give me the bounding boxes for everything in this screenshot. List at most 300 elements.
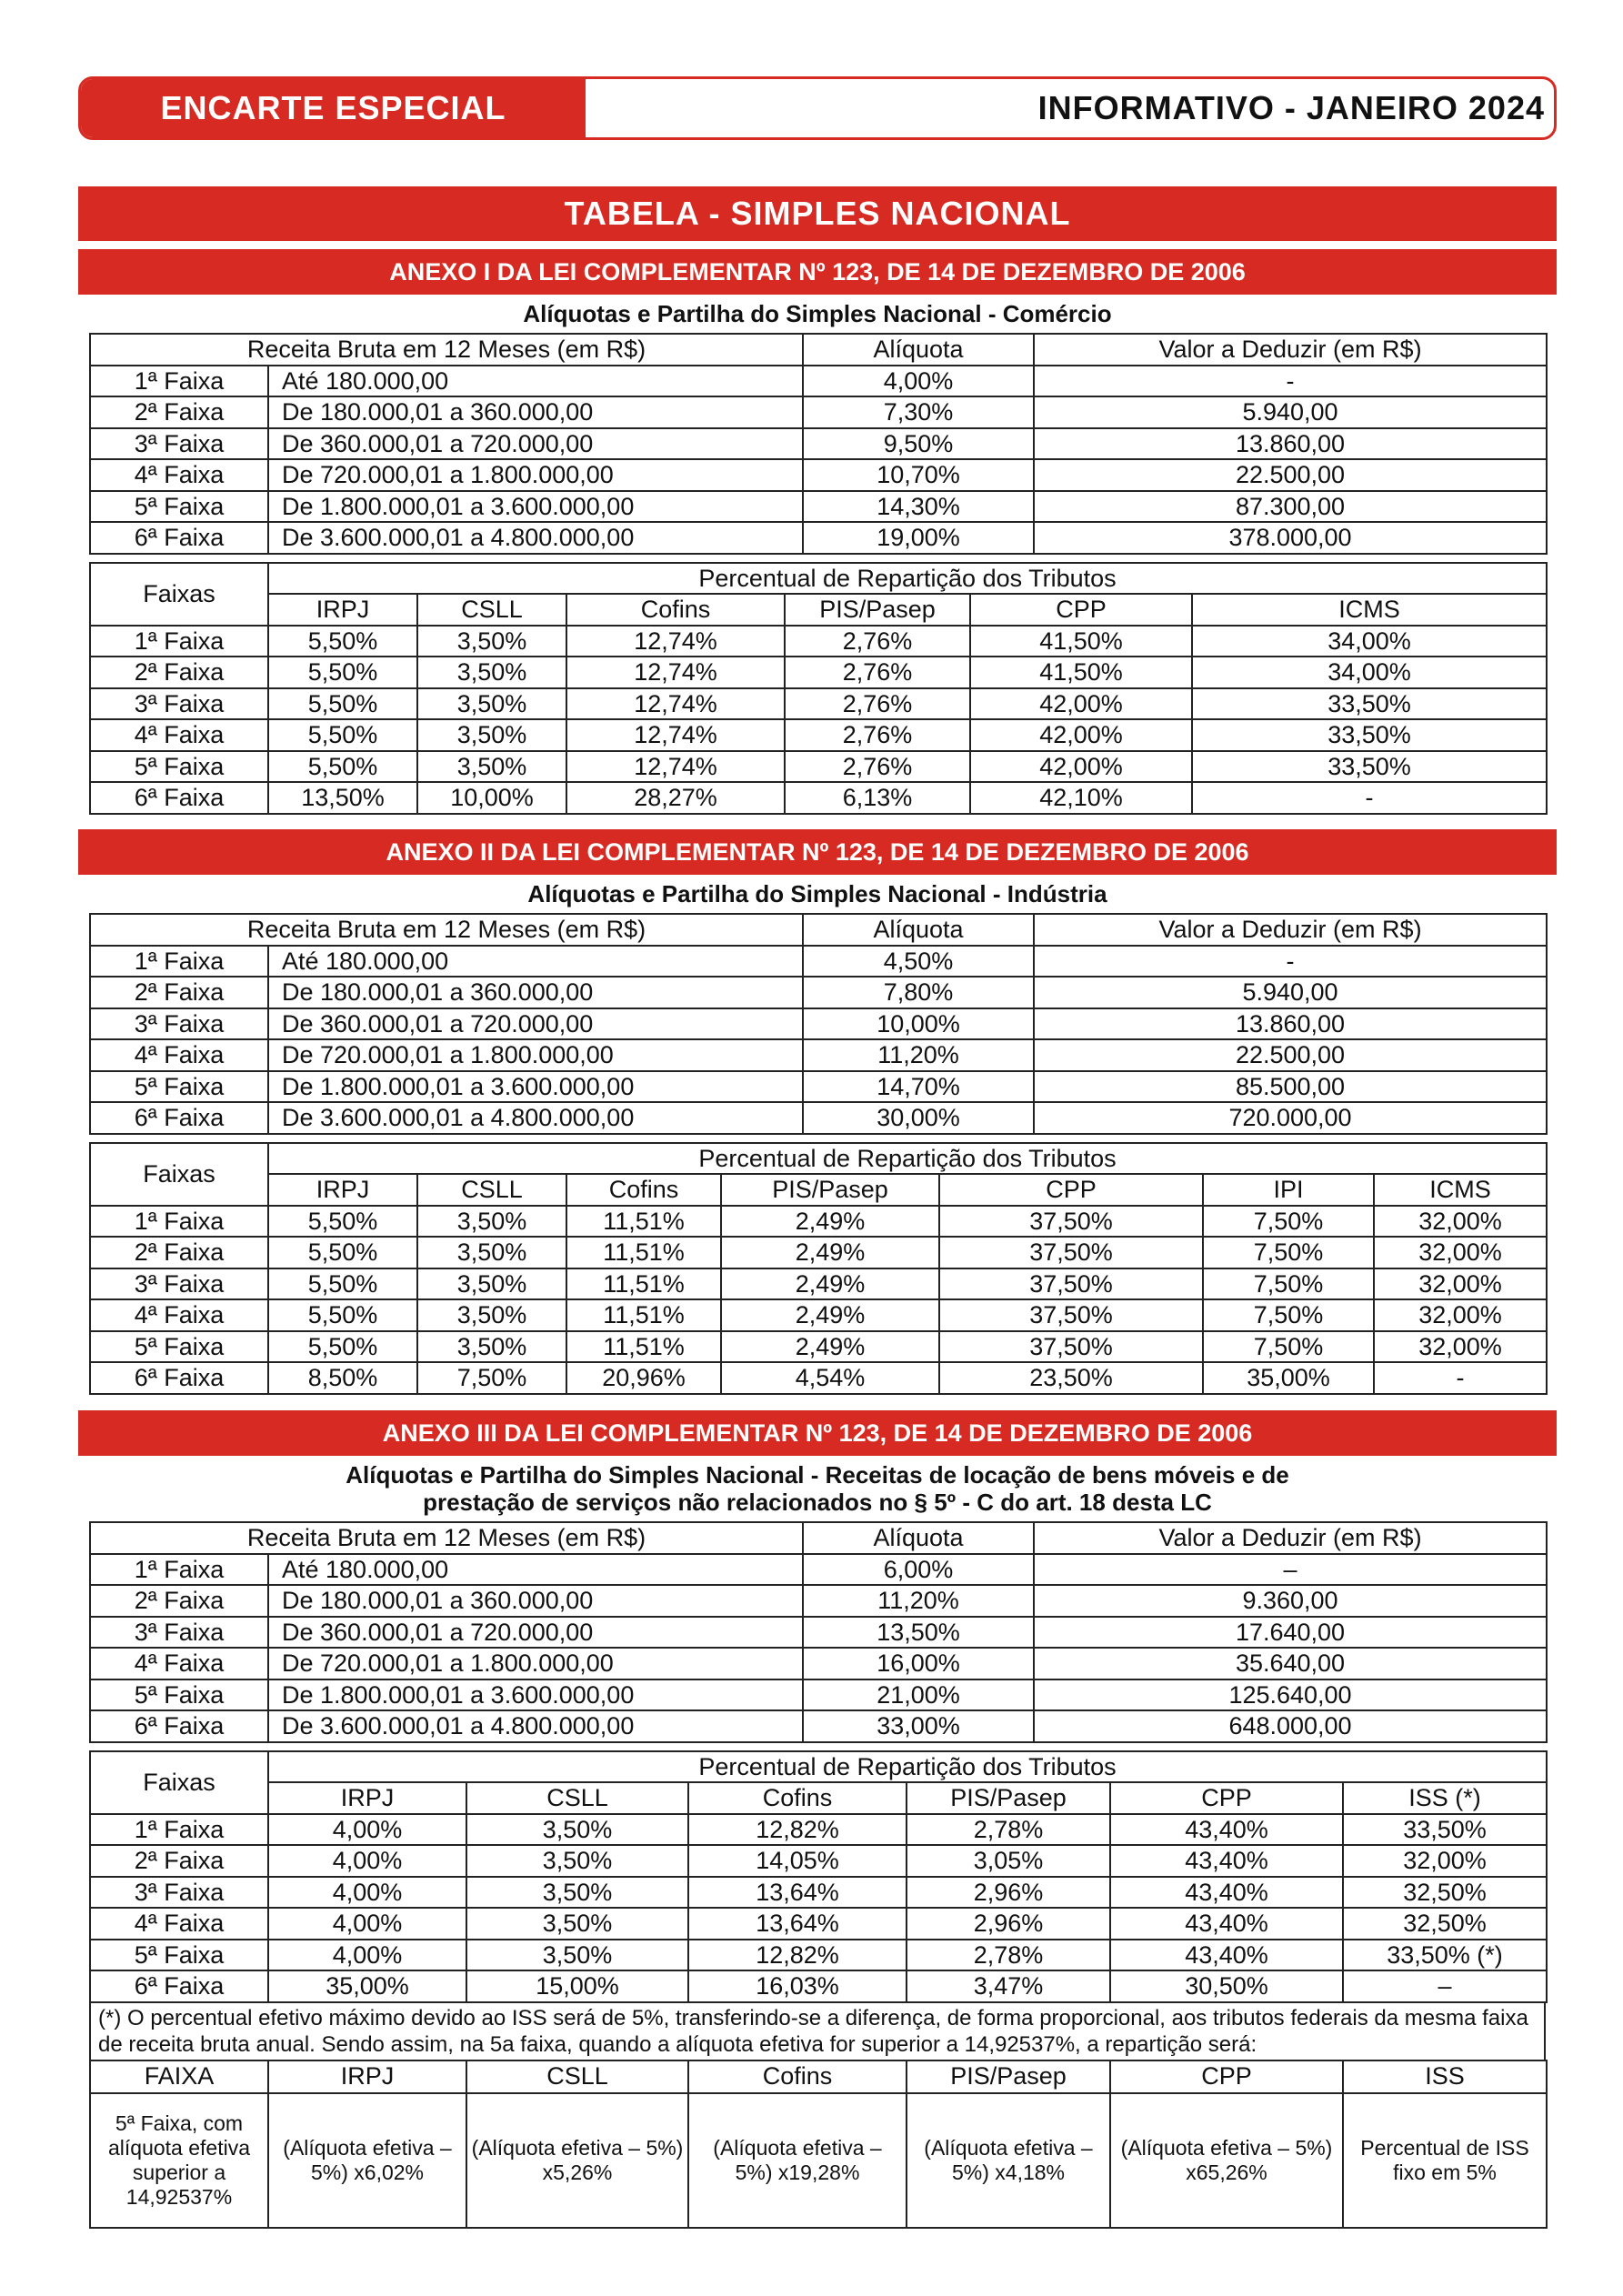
- table-row: [90, 1554, 1547, 1586]
- annex2-subtitle: Alíquotas e Partilha do Simples Nacional - Indústria: [527, 880, 1107, 907]
- partition-title: Percentual de Repartição dos Tributos: [268, 1143, 1547, 1175]
- deduction-column-header: Valor a Deduzir (em R$): [1034, 334, 1547, 366]
- annex3-rate-table: [89, 1521, 1548, 1743]
- tax-percent: 3,50%: [417, 719, 566, 751]
- final-column-header: CSLL: [466, 2060, 688, 2093]
- tax-percent: -: [1192, 782, 1547, 814]
- tax-percent: 2,78%: [907, 1940, 1110, 1971]
- faixa-label: 3ª Faixa: [90, 428, 268, 460]
- tax-percent: 33,50%: [1192, 688, 1547, 720]
- table-row: [90, 1908, 1547, 1940]
- deduction-value: -: [1034, 946, 1547, 978]
- tax-percent: 4,00%: [268, 1908, 466, 1940]
- tax-percent: 7,50%: [1203, 1268, 1374, 1300]
- tax-percent: 12,74%: [566, 719, 785, 751]
- revenue-range: De 3.600.000,01 a 4.800.000,00: [268, 522, 803, 554]
- tax-percent: 10,00%: [417, 782, 566, 814]
- tax-percent: 12,74%: [566, 657, 785, 688]
- rate-header-row: [90, 914, 1547, 946]
- tax-percent: 33,50%: [1192, 719, 1547, 751]
- partition-header-row: [90, 563, 1547, 595]
- rate-value: 14,70%: [803, 1071, 1034, 1103]
- faixa-label: 6ª Faixa: [90, 1970, 268, 2002]
- deduction-column-header: Valor a Deduzir (em R$): [1034, 914, 1547, 946]
- tax-percent: 8,50%: [268, 1362, 417, 1394]
- deduction-value: 125.640,00: [1034, 1679, 1547, 1711]
- faixa-label: 2ª Faixa: [90, 1585, 268, 1617]
- tax-percent: 5,50%: [268, 657, 417, 688]
- revenue-range: De 1.800.000,01 a 3.600.000,00: [268, 1679, 803, 1711]
- faixa-label: 2ª Faixa: [90, 1845, 268, 1877]
- faixa-label: 4ª Faixa: [90, 1648, 268, 1679]
- rate-value: 9,50%: [803, 428, 1034, 460]
- tax-percent: 5,50%: [268, 626, 417, 657]
- annex3-footnote: (*) O percentual efetivo máximo devido ao ISS será de 5%, transferindo-se a diferença, de forma proporcional, aos tributos federais da mesma faixa de receita bruta anual. Sendo assim, na 5a faixa, quando a alíquota efetiva for superior a 14,92537%, a repartição será:: [89, 2003, 1546, 2060]
- partition-formula: (Alíquota efetiva – 5%) x6,02%: [268, 2093, 466, 2228]
- tax-column-header: IRPJ: [268, 594, 417, 626]
- revenue-range: Até 180.000,00: [268, 946, 803, 978]
- table-row: [90, 1237, 1547, 1268]
- tax-percent: 2,96%: [907, 1908, 1110, 1940]
- table-row: [90, 428, 1547, 460]
- faixa-label: 6ª Faixa: [90, 522, 268, 554]
- faixa-label: 5ª Faixa: [90, 1071, 268, 1103]
- tax-column-header: Cofins: [566, 1174, 721, 1206]
- table-row: [90, 522, 1547, 554]
- deduction-value: 9.360,00: [1034, 1585, 1547, 1617]
- partition-formula: (Alíquota efetiva – 5%) x5,26%: [466, 2093, 688, 2228]
- tax-percent: 43,40%: [1110, 1814, 1343, 1846]
- table-row: [90, 751, 1547, 783]
- annex3-subtitle-line1: Alíquotas e Partilha do Simples Nacional - Receitas de locação de bens móveis e de: [346, 1461, 1289, 1489]
- tax-percent: 3,50%: [417, 657, 566, 688]
- table-row: [90, 1331, 1547, 1363]
- tax-column-header: IRPJ: [268, 1174, 417, 1206]
- revenue-range: De 360.000,01 a 720.000,00: [268, 428, 803, 460]
- rate-value: 4,00%: [803, 366, 1034, 397]
- tax-percent: 32,00%: [1374, 1237, 1547, 1268]
- table-row: [90, 459, 1547, 491]
- faixa-label: 4ª Faixa: [90, 1299, 268, 1331]
- tax-percent: 4,00%: [268, 1845, 466, 1877]
- tax-column-header: PIS/Pasep: [721, 1174, 939, 1206]
- table-row: [90, 782, 1547, 814]
- faixa-label: 5ª Faixa: [90, 1331, 268, 1363]
- faixa-label: 3ª Faixa: [90, 1877, 268, 1909]
- revenue-range: De 180.000,01 a 360.000,00: [268, 977, 803, 1008]
- faixa-label: 3ª Faixa: [90, 1617, 268, 1649]
- tax-column-header: ISS (*): [1343, 1782, 1547, 1814]
- tax-percent: -: [1374, 1362, 1547, 1394]
- faixa-label: 4ª Faixa: [90, 1908, 268, 1940]
- header-bar: [78, 76, 1557, 140]
- partition-formula: Percentual de ISS fixo em 5%: [1343, 2093, 1547, 2228]
- tax-percent: 20,96%: [566, 1362, 721, 1394]
- tax-percent: 11,51%: [566, 1268, 721, 1300]
- deduction-value: 87.300,00: [1034, 491, 1547, 523]
- rate-value: 7,80%: [803, 977, 1034, 1008]
- annex1-subtitle: Alíquotas e Partilha do Simples Nacional - Comércio: [523, 300, 1112, 327]
- tax-percent: 37,50%: [939, 1268, 1203, 1300]
- revenue-range: De 360.000,01 a 720.000,00: [268, 1008, 803, 1040]
- tax-percent: 2,76%: [785, 719, 970, 751]
- table-row: [90, 366, 1547, 397]
- faixa-label: 1ª Faixa: [90, 1554, 268, 1586]
- tax-percent: 7,50%: [1203, 1299, 1374, 1331]
- faixa-label: 1ª Faixa: [90, 626, 268, 657]
- tax-percent: 34,00%: [1192, 657, 1547, 688]
- revenue-range: De 360.000,01 a 720.000,00: [268, 1617, 803, 1649]
- final-row: [90, 2093, 1547, 2228]
- tax-percent: 5,50%: [268, 1299, 417, 1331]
- final-header-row: [90, 2060, 1547, 2093]
- tax-percent: 15,00%: [466, 1970, 688, 2002]
- tax-percent: 5,50%: [268, 719, 417, 751]
- tax-percent: 32,50%: [1343, 1908, 1547, 1940]
- tax-percent: 3,50%: [466, 1908, 688, 1940]
- tax-column-header: ICMS: [1192, 594, 1547, 626]
- tax-percent: 32,00%: [1374, 1268, 1547, 1300]
- rate-column-header: Alíquota: [803, 914, 1034, 946]
- tax-percent: 5,50%: [268, 1206, 417, 1238]
- rate-header-row: [90, 1522, 1547, 1554]
- tax-percent: 5,50%: [268, 688, 417, 720]
- rate-value: 14,30%: [803, 491, 1034, 523]
- tax-percent: 3,05%: [907, 1845, 1110, 1877]
- partition-header-row: [90, 1143, 1547, 1175]
- faixa-label: 5ª Faixa: [90, 751, 268, 783]
- tax-percent: 3,50%: [466, 1940, 688, 1971]
- tax-percent: 43,40%: [1110, 1940, 1343, 1971]
- final-column-header: CPP: [1110, 2060, 1343, 2093]
- tax-percent: 7,50%: [417, 1362, 566, 1394]
- tax-percent: 4,00%: [268, 1940, 466, 1971]
- tax-percent: 14,05%: [688, 1845, 907, 1877]
- faixa-label: 1ª Faixa: [90, 946, 268, 978]
- faixa-label: 6ª Faixa: [90, 1102, 268, 1134]
- rate-value: 11,20%: [803, 1039, 1034, 1071]
- faixa-label: 5ª Faixa: [90, 491, 268, 523]
- tax-percent: 11,51%: [566, 1299, 721, 1331]
- faixa-label: 3ª Faixa: [90, 688, 268, 720]
- deduction-value: 648.000,00: [1034, 1710, 1547, 1742]
- tax-percent: 2,49%: [721, 1206, 939, 1238]
- rate-value: 19,00%: [803, 522, 1034, 554]
- tax-column-header: CSLL: [417, 1174, 566, 1206]
- rate-value: 30,00%: [803, 1102, 1034, 1134]
- table-row: [90, 1268, 1547, 1300]
- tax-percent: 7,50%: [1203, 1237, 1374, 1268]
- deduction-value: 22.500,00: [1034, 1039, 1547, 1071]
- final-column-header: FAIXA: [90, 2060, 268, 2093]
- tax-percent: 2,49%: [721, 1299, 939, 1331]
- tax-percent: 5,50%: [268, 1331, 417, 1363]
- partition-formula: (Alíquota efetiva – 5%) x19,28%: [688, 2093, 907, 2228]
- annex1-section: [78, 249, 1557, 815]
- tax-percent: 32,00%: [1374, 1206, 1547, 1238]
- tax-percent: 4,00%: [268, 1814, 466, 1846]
- tax-percent: 2,78%: [907, 1814, 1110, 1846]
- annex2-section: [78, 829, 1557, 1395]
- rate-header-row: [90, 334, 1547, 366]
- tax-percent: 11,51%: [566, 1237, 721, 1268]
- tax-percent: 4,54%: [721, 1362, 939, 1394]
- tax-percent: 12,74%: [566, 751, 785, 783]
- tax-percent: 13,64%: [688, 1908, 907, 1940]
- deduction-value: –: [1034, 1554, 1547, 1586]
- faixa-label: 2ª Faixa: [90, 396, 268, 428]
- tax-percent: 2,49%: [721, 1331, 939, 1363]
- tax-percent: 35,00%: [1203, 1362, 1374, 1394]
- revenue-range: Até 180.000,00: [268, 366, 803, 397]
- faixa-label: 6ª Faixa: [90, 1362, 268, 1394]
- table-row: [90, 719, 1547, 751]
- annex3-title: ANEXO III DA LEI COMPLEMENTAR Nº 123, DE 14 DE DEZEMBRO DE 2006: [78, 1410, 1557, 1456]
- tax-percent: 3,50%: [417, 1206, 566, 1238]
- revenue-range: De 3.600.000,01 a 4.800.000,00: [268, 1102, 803, 1134]
- annex3-section: [78, 1410, 1557, 2229]
- tax-percent: 7,50%: [1203, 1331, 1374, 1363]
- rate-value: 21,00%: [803, 1679, 1034, 1711]
- tax-column-header-row: [90, 1782, 1547, 1814]
- tax-percent: 6,13%: [785, 782, 970, 814]
- table-row: [90, 396, 1547, 428]
- rate-value: 11,20%: [803, 1585, 1034, 1617]
- table-row: [90, 1877, 1547, 1909]
- rate-column-header: Alíquota: [803, 334, 1034, 366]
- tax-percent: 42,10%: [970, 782, 1192, 814]
- final-column-header: PIS/Pasep: [907, 2060, 1110, 2093]
- table-row: [90, 1206, 1547, 1238]
- tax-percent: 42,00%: [970, 719, 1192, 751]
- deduction-value: 13.860,00: [1034, 428, 1547, 460]
- tax-percent: 3,50%: [417, 1268, 566, 1300]
- revenue-range: De 720.000,01 a 1.800.000,00: [268, 1039, 803, 1071]
- tax-percent: 41,50%: [970, 626, 1192, 657]
- tax-percent: 32,00%: [1343, 1845, 1547, 1877]
- tax-percent: –: [1343, 1970, 1547, 2002]
- faixa-label: 1ª Faixa: [90, 366, 268, 397]
- faixas-header: Faixas: [90, 563, 268, 626]
- tax-percent: 30,50%: [1110, 1970, 1343, 2002]
- header-left-label: ENCARTE ESPECIAL: [81, 79, 586, 137]
- rate-value: 33,00%: [803, 1710, 1034, 1742]
- table-row: [90, 1814, 1547, 1846]
- revenue-range: De 720.000,01 a 1.800.000,00: [268, 459, 803, 491]
- annex2-partition-table: [89, 1142, 1548, 1395]
- tax-percent: 13,50%: [268, 782, 417, 814]
- table-row: [90, 977, 1547, 1008]
- faixa-label: 4ª Faixa: [90, 1039, 268, 1071]
- tax-percent: 12,74%: [566, 626, 785, 657]
- deduction-column-header: Valor a Deduzir (em R$): [1034, 1522, 1547, 1554]
- tax-percent: 13,64%: [688, 1877, 907, 1909]
- table-row: [90, 1585, 1547, 1617]
- final-column-header: ISS: [1343, 2060, 1547, 2093]
- partition-title: Percentual de Repartição dos Tributos: [268, 1751, 1547, 1783]
- annex1-title: ANEXO I DA LEI COMPLEMENTAR Nº 123, DE 14 DE DEZEMBRO DE 2006: [78, 249, 1557, 295]
- tax-percent: 23,50%: [939, 1362, 1203, 1394]
- partition-title: Percentual de Repartição dos Tributos: [268, 563, 1547, 595]
- table-row: [90, 1299, 1547, 1331]
- tax-percent: 5,50%: [268, 751, 417, 783]
- deduction-value: -: [1034, 366, 1547, 397]
- annex2-rate-table: [89, 913, 1548, 1135]
- table-row: [90, 626, 1547, 657]
- tax-column-header: IRPJ: [268, 1782, 466, 1814]
- tax-percent: 11,51%: [566, 1331, 721, 1363]
- tax-percent: 33,50%: [1192, 751, 1547, 783]
- revenue-column-header: Receita Bruta em 12 Meses (em R$): [90, 914, 803, 946]
- table-row: [90, 946, 1547, 978]
- rate-value: 4,50%: [803, 946, 1034, 978]
- tax-percent: 3,50%: [466, 1814, 688, 1846]
- deduction-value: 5.940,00: [1034, 977, 1547, 1008]
- annex3-final-table: [89, 2060, 1548, 2229]
- deduction-value: 720.000,00: [1034, 1102, 1547, 1134]
- revenue-column-header: Receita Bruta em 12 Meses (em R$): [90, 334, 803, 366]
- faixa-label: 1ª Faixa: [90, 1206, 268, 1238]
- faixas-header: Faixas: [90, 1751, 268, 1814]
- tax-percent: 2,76%: [785, 751, 970, 783]
- deduction-value: 17.640,00: [1034, 1617, 1547, 1649]
- table-row: [90, 657, 1547, 688]
- table-row: [90, 1679, 1547, 1711]
- tax-percent: 2,76%: [785, 657, 970, 688]
- tax-percent: 42,00%: [970, 751, 1192, 783]
- table-row: [90, 1617, 1547, 1649]
- tax-percent: 5,50%: [268, 1268, 417, 1300]
- tax-percent: 12,82%: [688, 1940, 907, 1971]
- tax-percent: 2,96%: [907, 1877, 1110, 1909]
- table-row: [90, 1362, 1547, 1394]
- tax-column-header: CSLL: [466, 1782, 688, 1814]
- tax-percent: 33,50%: [1343, 1814, 1547, 1846]
- faixa-label: 6ª Faixa: [90, 782, 268, 814]
- tax-percent: 12,82%: [688, 1814, 907, 1846]
- deduction-value: 35.640,00: [1034, 1648, 1547, 1679]
- table-row: [90, 1648, 1547, 1679]
- tax-column-header: PIS/Pasep: [785, 594, 970, 626]
- annex3-partition-table: [89, 1750, 1548, 2003]
- tax-percent: 32,00%: [1374, 1299, 1547, 1331]
- rate-column-header: Alíquota: [803, 1522, 1034, 1554]
- tax-percent: 2,49%: [721, 1237, 939, 1268]
- tax-percent: 43,40%: [1110, 1877, 1343, 1909]
- revenue-column-header: Receita Bruta em 12 Meses (em R$): [90, 1522, 803, 1554]
- annex3-subtitle-line2: prestação de serviços não relacionados no § 5º - C do art. 18 desta LC: [423, 1489, 1212, 1516]
- table-row: [90, 1970, 1547, 2002]
- header-right-label: INFORMATIVO - JANEIRO 2024: [1037, 89, 1545, 126]
- faixa-label: 3ª Faixa: [90, 1008, 268, 1040]
- table-row: [90, 1940, 1547, 1971]
- rate-value: 6,00%: [803, 1554, 1034, 1586]
- tax-percent: 43,40%: [1110, 1845, 1343, 1877]
- tax-column-header: Cofins: [566, 594, 785, 626]
- tax-percent: 11,51%: [566, 1206, 721, 1238]
- tax-column-header: CSLL: [417, 594, 566, 626]
- table-row: [90, 688, 1547, 720]
- tax-percent: 42,00%: [970, 688, 1192, 720]
- faixas-header: Faixas: [90, 1143, 268, 1206]
- faixa-label: 2ª Faixa: [90, 977, 268, 1008]
- tax-percent: 34,00%: [1192, 626, 1547, 657]
- table-row: [90, 1845, 1547, 1877]
- rate-value: 7,30%: [803, 396, 1034, 428]
- faixa-label: 2ª Faixa: [90, 657, 268, 688]
- annex2-title: ANEXO II DA LEI COMPLEMENTAR Nº 123, DE 14 DE DEZEMBRO DE 2006: [78, 829, 1557, 875]
- tax-percent: 3,50%: [417, 751, 566, 783]
- revenue-range: De 180.000,01 a 360.000,00: [268, 396, 803, 428]
- tax-percent: 3,50%: [417, 688, 566, 720]
- faixa-label: 5ª Faixa: [90, 1940, 268, 1971]
- tax-percent: 3,50%: [417, 1299, 566, 1331]
- revenue-range: De 720.000,01 a 1.800.000,00: [268, 1648, 803, 1679]
- tax-percent: 32,50%: [1343, 1877, 1547, 1909]
- tax-column-header: CPP: [1110, 1782, 1343, 1814]
- tax-percent: 35,00%: [268, 1970, 466, 2002]
- tax-percent: 37,50%: [939, 1237, 1203, 1268]
- tax-percent: 5,50%: [268, 1237, 417, 1268]
- tax-percent: 3,50%: [417, 1331, 566, 1363]
- partition-formula: (Alíquota efetiva – 5%) x4,18%: [907, 2093, 1110, 2228]
- rate-value: 10,70%: [803, 459, 1034, 491]
- revenue-range: De 1.800.000,01 a 3.600.000,00: [268, 491, 803, 523]
- page-title: TABELA - SIMPLES NACIONAL: [78, 186, 1557, 241]
- tax-percent: 12,74%: [566, 688, 785, 720]
- tax-column-header: Cofins: [688, 1782, 907, 1814]
- tax-percent: 28,27%: [566, 782, 785, 814]
- table-row: [90, 1071, 1547, 1103]
- revenue-range: De 1.800.000,01 a 3.600.000,00: [268, 1071, 803, 1103]
- deduction-value: 22.500,00: [1034, 459, 1547, 491]
- deduction-value: 378.000,00: [1034, 522, 1547, 554]
- tax-percent: 37,50%: [939, 1206, 1203, 1238]
- rate-value: 10,00%: [803, 1008, 1034, 1040]
- rate-value: 13,50%: [803, 1617, 1034, 1649]
- table-row: [90, 1102, 1547, 1134]
- faixa-label: 1ª Faixa: [90, 1814, 268, 1846]
- tax-column-header-row: [90, 594, 1547, 626]
- annex1-partition-table: [89, 562, 1548, 815]
- tax-percent: 37,50%: [939, 1299, 1203, 1331]
- tax-percent: 32,00%: [1374, 1331, 1547, 1363]
- deduction-value: 85.500,00: [1034, 1071, 1547, 1103]
- rate-value: 16,00%: [803, 1648, 1034, 1679]
- tax-percent: 3,47%: [907, 1970, 1110, 2002]
- tax-percent: 2,49%: [721, 1268, 939, 1300]
- tax-percent: 2,76%: [785, 626, 970, 657]
- tax-column-header: PIS/Pasep: [907, 1782, 1110, 1814]
- revenue-range: De 180.000,01 a 360.000,00: [268, 1585, 803, 1617]
- deduction-value: 13.860,00: [1034, 1008, 1547, 1040]
- tax-percent: 41,50%: [970, 657, 1192, 688]
- final-column-header: Cofins: [688, 2060, 907, 2093]
- table-row: [90, 1008, 1547, 1040]
- partition-formula: (Alíquota efetiva – 5%) x65,26%: [1110, 2093, 1343, 2228]
- tax-percent: 4,00%: [268, 1877, 466, 1909]
- tax-column-header-row: [90, 1174, 1547, 1206]
- tax-percent: 3,50%: [417, 1237, 566, 1268]
- table-row: [90, 1039, 1547, 1071]
- partition-header-row: [90, 1751, 1547, 1783]
- tax-percent: 33,50% (*): [1343, 1940, 1547, 1971]
- revenue-range: De 3.600.000,01 a 4.800.000,00: [268, 1710, 803, 1742]
- tax-percent: 2,76%: [785, 688, 970, 720]
- faixa-label: 4ª Faixa: [90, 459, 268, 491]
- faixa-label: 4ª Faixa: [90, 719, 268, 751]
- tax-percent: 7,50%: [1203, 1206, 1374, 1238]
